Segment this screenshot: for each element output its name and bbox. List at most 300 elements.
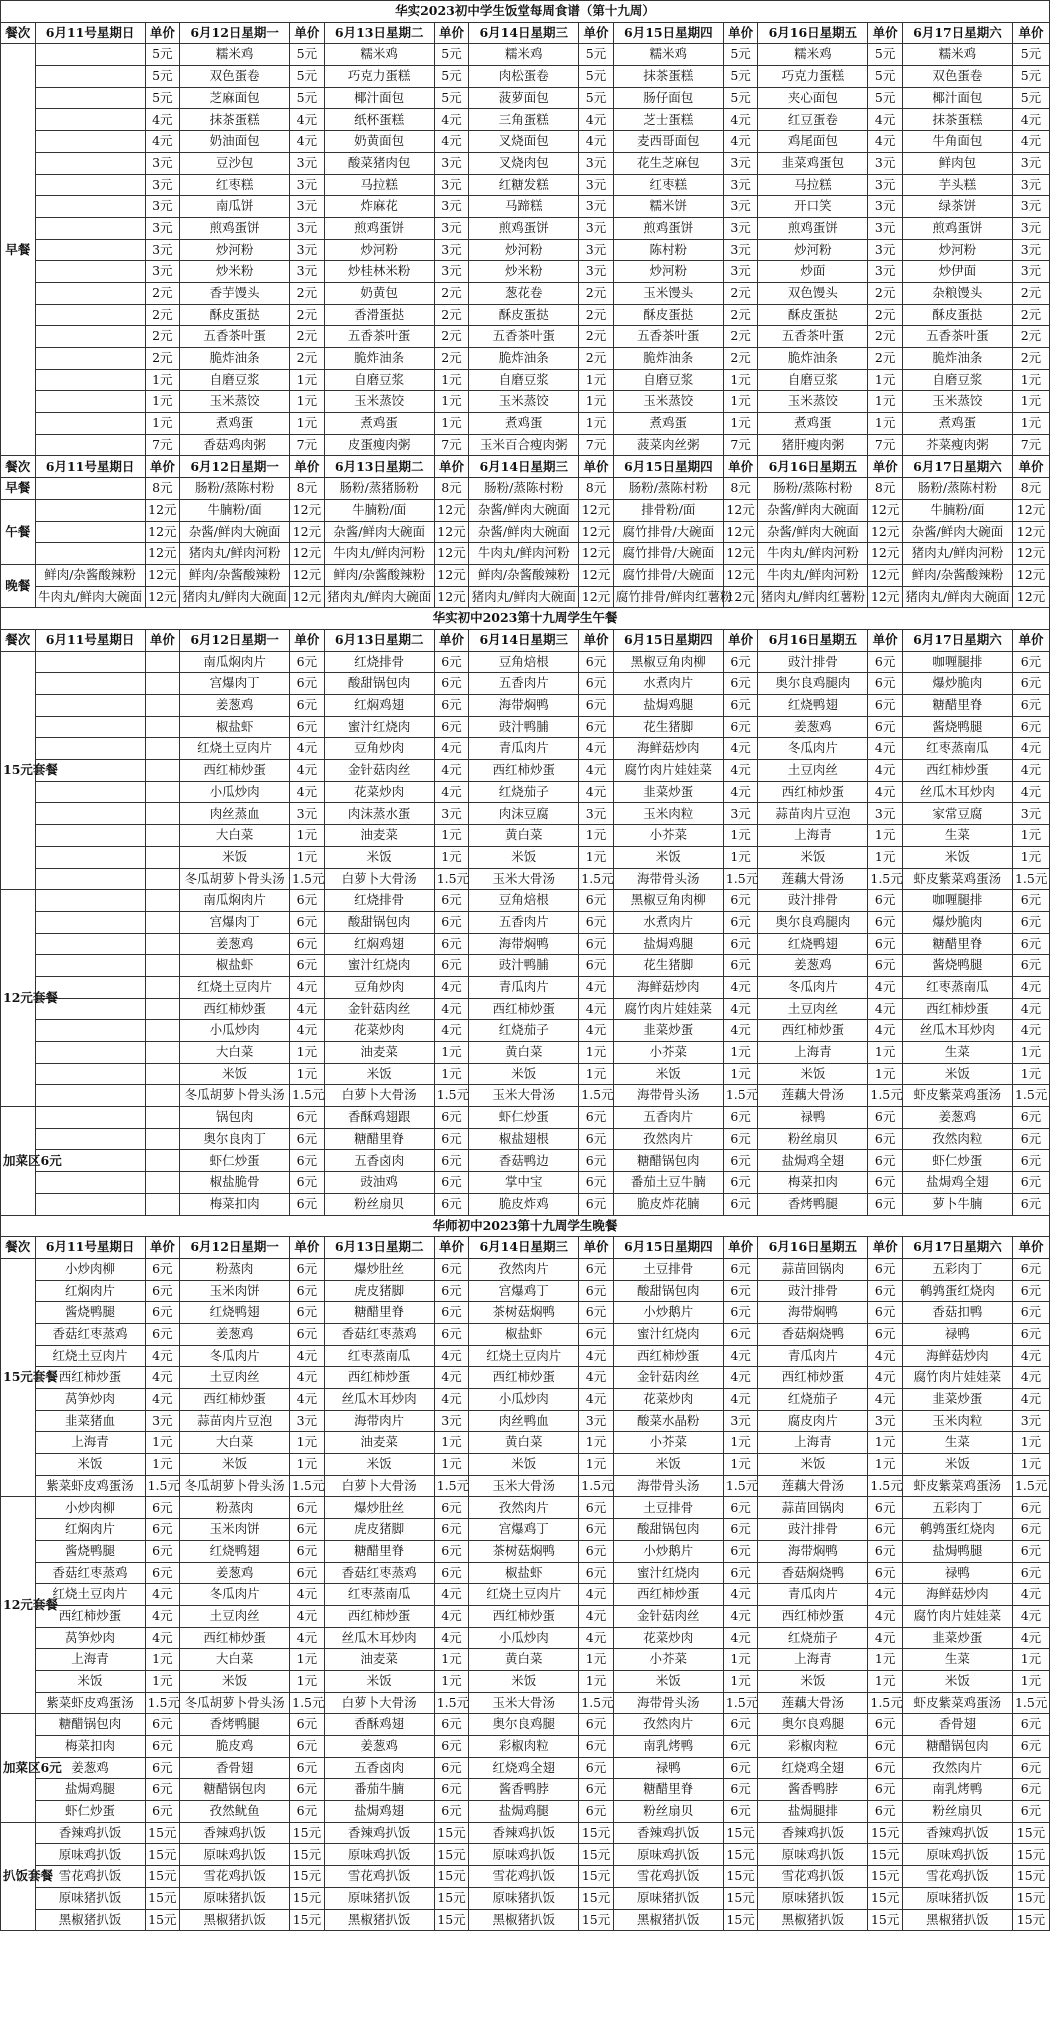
dish-cell: 油麦菜 — [324, 825, 434, 847]
day-header: 6月12日星期一 — [180, 22, 290, 44]
dish-cell: 莲藕大骨汤 — [758, 1085, 868, 1107]
dish-cell: 海带肉片 — [324, 1410, 434, 1432]
price-cell: 1元 — [145, 1649, 180, 1671]
price-cell: 4元 — [723, 1367, 758, 1389]
dish-cell: 芝麻面包 — [180, 87, 290, 109]
dish-cell: 五香卤肉 — [324, 1757, 434, 1779]
dish-cell: 油麦菜 — [324, 1432, 434, 1454]
dish-cell: 红焖肉片 — [35, 1280, 145, 1302]
price-cell: 12元 — [868, 499, 903, 521]
price-cell: 1元 — [868, 1649, 903, 1671]
dish-cell: 丝瓜木耳炒肉 — [324, 1389, 434, 1411]
price-cell: 3元 — [579, 196, 614, 218]
price-cell: 6元 — [434, 716, 469, 738]
price-cell: 1元 — [868, 1454, 903, 1476]
price-cell: 3元 — [434, 217, 469, 239]
price-cell: 3元 — [290, 239, 325, 261]
price-cell: 1元 — [723, 1454, 758, 1476]
dish-cell: 红烧土豆肉片 — [469, 1584, 579, 1606]
dish-cell — [35, 738, 145, 760]
dish-cell: 海带骨头汤 — [613, 1085, 723, 1107]
price-cell: 6元 — [1012, 1714, 1049, 1736]
price-cell — [145, 651, 180, 673]
price-cell: 6元 — [868, 1801, 903, 1823]
price-cell: 3元 — [723, 1410, 758, 1432]
dish-cell: 粉丝扇贝 — [758, 1128, 868, 1150]
dish-cell: 花生猪脚 — [613, 955, 723, 977]
dish-cell: 生菜 — [902, 1649, 1012, 1671]
price-cell: 4元 — [723, 1605, 758, 1627]
dish-cell: 炒河粉 — [902, 239, 1012, 261]
dish-cell: 白萝卜大骨汤 — [324, 868, 434, 890]
price-cell: 4元 — [579, 1584, 614, 1606]
menu-row — [1, 933, 1050, 955]
dish-cell: 紫菜虾皮鸡蛋汤 — [35, 1692, 145, 1714]
dish-cell: 孜然肉片 — [613, 1714, 723, 1736]
price-cell: 4元 — [434, 976, 469, 998]
price-cell: 12元 — [868, 521, 903, 543]
price-cell: 1元 — [868, 1432, 903, 1454]
section-title: 华师初中2023第十九周学生晚餐 — [1, 1215, 1050, 1237]
menu-row — [1, 911, 1050, 933]
price-cell: 8元 — [290, 478, 325, 500]
meal-label: 12元套餐 — [1, 1497, 36, 1714]
dish-cell: 西红柿炒蛋 — [758, 1367, 868, 1389]
dish-cell: 腐竹排骨/大碗面 — [613, 543, 723, 565]
dish-cell: 盐焗鸡全翅 — [758, 1150, 868, 1172]
dish-cell: 开口笑 — [758, 196, 868, 218]
menu-row — [1, 174, 1050, 196]
menu-row — [1, 998, 1050, 1020]
price-cell: 6元 — [868, 1736, 903, 1758]
price-cell: 4元 — [579, 109, 614, 131]
dish-cell: 香菇焖烧鸭 — [758, 1562, 868, 1584]
price-cell: 6元 — [868, 1107, 903, 1129]
dish-cell: 黑椒猪扒饭 — [613, 1909, 723, 1931]
dish-cell: 酱烧鸭腿 — [902, 955, 1012, 977]
dish-cell: 土豆肉丝 — [180, 1367, 290, 1389]
dish-cell: 椒盐脆骨 — [180, 1172, 290, 1194]
dish-cell: 茶树菇焖鸭 — [469, 1302, 579, 1324]
section-title-row — [1, 608, 1050, 630]
day-header: 6月11号星期日 — [35, 629, 145, 651]
dish-cell: 小芥菜 — [613, 825, 723, 847]
price-cell: 6元 — [868, 695, 903, 717]
price-cell: 15元 — [290, 1822, 325, 1844]
menu-row — [1, 955, 1050, 977]
dish-cell: 虎皮猪脚 — [324, 1519, 434, 1541]
price-cell: 6元 — [579, 1128, 614, 1150]
dish-cell: 糯米鸡 — [902, 44, 1012, 66]
price-cell: 6元 — [290, 955, 325, 977]
price-cell: 4元 — [1012, 1345, 1049, 1367]
price-cell: 4元 — [290, 998, 325, 1020]
price-cell: 6元 — [434, 1323, 469, 1345]
price-cell: 1元 — [290, 1063, 325, 1085]
price-cell: 12元 — [434, 564, 469, 586]
dish-cell: 西红柿炒蛋 — [469, 1605, 579, 1627]
dish-cell: 米饭 — [758, 846, 868, 868]
price-cell: 6元 — [290, 1519, 325, 1541]
menu-row — [1, 44, 1050, 66]
price-cell: 4元 — [868, 1605, 903, 1627]
price-cell: 6元 — [290, 1150, 325, 1172]
price-cell: 6元 — [290, 651, 325, 673]
price-cell: 4元 — [868, 1584, 903, 1606]
price-cell: 6元 — [290, 1107, 325, 1129]
dish-cell: 红枣蒸南瓜 — [902, 976, 1012, 998]
price-cell: 6元 — [579, 673, 614, 695]
dish-cell: 炒河粉 — [180, 239, 290, 261]
price-cell: 4元 — [723, 760, 758, 782]
price-cell: 6元 — [434, 1280, 469, 1302]
dish-cell: 酱香鸭脖 — [758, 1779, 868, 1801]
price-header: 单价 — [1012, 22, 1049, 44]
dish-cell: 土豆排骨 — [613, 1258, 723, 1280]
dish-cell: 原味鸡扒饭 — [613, 1844, 723, 1866]
dish-cell: 脆炸油条 — [469, 348, 579, 370]
dish-cell: 煮鸡蛋 — [902, 413, 1012, 435]
dish-cell: 原味猪扒饭 — [35, 1887, 145, 1909]
price-cell: 6元 — [1012, 673, 1049, 695]
price-cell: 6元 — [723, 911, 758, 933]
dish-cell: 糖醋里脊 — [324, 1128, 434, 1150]
price-cell: 3元 — [868, 152, 903, 174]
dish-cell: 红糖发糕 — [469, 174, 579, 196]
price-cell: 4元 — [868, 1345, 903, 1367]
dish-cell: 海鲜菇炒肉 — [902, 1584, 1012, 1606]
menu-row — [1, 1258, 1050, 1280]
dish-cell: 盐焗鸭腿 — [902, 1540, 1012, 1562]
dish-cell: 叉烧面包 — [469, 131, 579, 153]
dish-cell: 炒河粉 — [758, 239, 868, 261]
day-header: 6月12日星期一 — [180, 456, 290, 478]
dish-cell: 原味猪扒饭 — [324, 1887, 434, 1909]
dish-cell: 杂酱/鲜肉大碗面 — [469, 499, 579, 521]
price-cell: 1元 — [868, 846, 903, 868]
dish-cell — [35, 304, 145, 326]
dish-cell: 雪花鸡扒饭 — [902, 1866, 1012, 1888]
price-cell: 12元 — [434, 521, 469, 543]
dish-cell: 西红柿炒蛋 — [758, 1605, 868, 1627]
dish-cell: 脆炸油条 — [324, 348, 434, 370]
dish-cell: 糯米鸡 — [758, 44, 868, 66]
menu-row — [1, 1844, 1050, 1866]
dish-cell: 油麦菜 — [324, 1649, 434, 1671]
dish-cell: 南瓜焖肉片 — [180, 651, 290, 673]
day-header: 6月12日星期一 — [180, 629, 290, 651]
price-cell: 6元 — [579, 1172, 614, 1194]
price-cell: 4元 — [1012, 109, 1049, 131]
dish-cell: 米饭 — [324, 1670, 434, 1692]
price-cell: 1元 — [290, 1042, 325, 1064]
dish-cell: 金针菇肉丝 — [613, 1605, 723, 1627]
dish-cell: 脆炸油条 — [180, 348, 290, 370]
menu-row — [1, 586, 1050, 608]
dish-cell: 豆角焙根 — [469, 890, 579, 912]
dish-cell: 姜葱鸡 — [902, 1107, 1012, 1129]
price-cell: 1.5元 — [434, 1692, 469, 1714]
dish-cell: 上海青 — [758, 825, 868, 847]
price-header: 单价 — [868, 456, 903, 478]
menu-row — [1, 1714, 1050, 1736]
dish-cell: 禄鸭 — [902, 1323, 1012, 1345]
price-cell — [145, 760, 180, 782]
price-cell — [145, 781, 180, 803]
price-cell: 12元 — [579, 521, 614, 543]
price-cell: 3元 — [723, 261, 758, 283]
price-cell: 4元 — [290, 1584, 325, 1606]
meal-label: 加菜区6元 — [1, 1107, 36, 1215]
dish-cell: 花生猪脚 — [613, 716, 723, 738]
dish-cell: 芝士蛋糕 — [613, 109, 723, 131]
dish-cell: 鲜肉/杂酱酸辣粉 — [35, 564, 145, 586]
dish-cell: 冬瓜胡萝卜骨头汤 — [180, 1085, 290, 1107]
price-header: 单价 — [290, 1237, 325, 1259]
dish-cell: 海鲜菇炒肉 — [613, 976, 723, 998]
dish-cell — [35, 1107, 145, 1129]
price-cell: 12元 — [579, 543, 614, 565]
menu-row — [1, 1107, 1050, 1129]
dish-cell — [35, 152, 145, 174]
day-header: 6月17日星期六 — [902, 456, 1012, 478]
price-cell: 2元 — [1012, 304, 1049, 326]
dish-cell: 猪肉丸/鲜肉大碗面 — [180, 586, 290, 608]
dish-cell: 自磨豆浆 — [902, 369, 1012, 391]
dish-cell: 花菜炒肉 — [613, 1627, 723, 1649]
dish-cell: 香芋馒头 — [180, 282, 290, 304]
dish-cell: 上海青 — [758, 1432, 868, 1454]
price-cell: 6元 — [434, 1736, 469, 1758]
price-cell: 1元 — [579, 1670, 614, 1692]
dish-cell: 椒盐翅根 — [469, 1128, 579, 1150]
dish-cell: 爆炒脆肉 — [902, 673, 1012, 695]
price-cell: 4元 — [723, 1627, 758, 1649]
dish-cell — [35, 348, 145, 370]
price-cell: 6元 — [434, 1714, 469, 1736]
price-cell: 6元 — [290, 1280, 325, 1302]
dish-cell: 西红柿炒蛋 — [469, 760, 579, 782]
menu-row — [1, 109, 1050, 131]
menu-row — [1, 1519, 1050, 1541]
day-header: 6月16日星期五 — [758, 22, 868, 44]
dish-cell: 煮鸡蛋 — [180, 413, 290, 435]
dish-cell: 盐焗鸡腿 — [469, 1801, 579, 1823]
dish-cell: 海鲜菇炒肉 — [613, 738, 723, 760]
dish-cell: 脆皮炸花腩 — [613, 1193, 723, 1215]
price-cell: 6元 — [579, 1519, 614, 1541]
price-cell: 6元 — [434, 1193, 469, 1215]
dish-cell: 红烧土豆肉片 — [469, 1345, 579, 1367]
price-cell: 6元 — [579, 890, 614, 912]
dish-cell: 黑椒猪扒饭 — [758, 1909, 868, 1931]
price-cell: 4元 — [579, 131, 614, 153]
price-cell: 4元 — [434, 1367, 469, 1389]
dish-cell: 煮鸡蛋 — [324, 413, 434, 435]
price-cell: 6元 — [290, 1736, 325, 1758]
price-cell: 1元 — [868, 1063, 903, 1085]
price-cell: 6元 — [434, 1302, 469, 1324]
dish-cell: 海带焖鸭 — [469, 933, 579, 955]
price-cell: 1元 — [579, 369, 614, 391]
dish-cell: 小炒肉柳 — [35, 1497, 145, 1519]
price-cell — [145, 673, 180, 695]
price-cell: 4元 — [145, 109, 180, 131]
dish-cell: 西红柿炒蛋 — [180, 1627, 290, 1649]
price-header: 单价 — [290, 22, 325, 44]
price-cell: 1元 — [1012, 1063, 1049, 1085]
menu-row — [1, 1345, 1050, 1367]
price-cell: 1元 — [723, 1042, 758, 1064]
dish-cell: 金针菇肉丝 — [324, 998, 434, 1020]
price-cell: 12元 — [1012, 586, 1049, 608]
price-cell: 6元 — [434, 1519, 469, 1541]
menu-row — [1, 803, 1050, 825]
price-cell: 1元 — [1012, 1670, 1049, 1692]
dish-cell: 玉米百合瘦肉粥 — [469, 434, 579, 456]
price-cell: 3元 — [434, 196, 469, 218]
price-cell: 6元 — [1012, 911, 1049, 933]
dish-cell — [35, 131, 145, 153]
price-cell: 4元 — [290, 1020, 325, 1042]
dish-cell — [35, 781, 145, 803]
menu-row — [1, 1584, 1050, 1606]
price-header: 单价 — [434, 456, 469, 478]
dish-cell: 红枣蒸南瓜 — [902, 738, 1012, 760]
dish-cell: 红烧鸭翅 — [758, 933, 868, 955]
price-cell: 6元 — [290, 1562, 325, 1584]
price-cell: 6元 — [1012, 1172, 1049, 1194]
menu-row — [1, 1822, 1050, 1844]
price-cell: 3元 — [579, 239, 614, 261]
price-cell: 2元 — [868, 326, 903, 348]
price-cell: 1元 — [290, 825, 325, 847]
dish-cell: 姜葱鸡 — [180, 933, 290, 955]
price-cell: 6元 — [723, 1280, 758, 1302]
price-cell: 4元 — [579, 1345, 614, 1367]
price-cell: 5元 — [579, 66, 614, 88]
price-cell: 1元 — [1012, 825, 1049, 847]
price-cell: 6元 — [290, 1757, 325, 1779]
dish-cell: 冬瓜肉片 — [758, 976, 868, 998]
menu-row — [1, 413, 1050, 435]
dish-cell: 肉丝鸭血 — [469, 1410, 579, 1432]
dish-cell: 冬瓜胡萝卜骨头汤 — [180, 1692, 290, 1714]
dish-cell: 莴笋炒肉 — [35, 1627, 145, 1649]
dish-cell: 红焖鸡翅 — [324, 695, 434, 717]
price-cell: 3元 — [579, 217, 614, 239]
price-cell: 1.5元 — [723, 1475, 758, 1497]
menu-row — [1, 760, 1050, 782]
price-cell: 2元 — [434, 326, 469, 348]
dish-cell — [35, 66, 145, 88]
price-cell: 4元 — [1012, 131, 1049, 153]
meal-label: 12元套餐 — [1, 890, 36, 1107]
price-cell: 2元 — [1012, 326, 1049, 348]
price-cell: 6元 — [434, 1172, 469, 1194]
dish-cell: 雪花鸡扒饭 — [35, 1866, 145, 1888]
price-cell: 4元 — [145, 131, 180, 153]
price-cell: 15元 — [579, 1866, 614, 1888]
price-cell: 4元 — [579, 760, 614, 782]
dish-cell: 杂粮馒头 — [902, 282, 1012, 304]
dish-cell: 孜然肉片 — [469, 1258, 579, 1280]
price-header: 单价 — [723, 22, 758, 44]
dish-cell — [35, 239, 145, 261]
price-cell: 6元 — [723, 933, 758, 955]
price-cell — [145, 890, 180, 912]
price-cell: 6元 — [868, 1714, 903, 1736]
menu-row — [1, 564, 1050, 586]
price-cell: 5元 — [290, 87, 325, 109]
dish-cell: 海带骨头汤 — [613, 1475, 723, 1497]
dish-cell: 上海青 — [35, 1649, 145, 1671]
menu-row — [1, 239, 1050, 261]
price-header: 单价 — [1012, 1237, 1049, 1259]
price-cell: 6元 — [145, 1323, 180, 1345]
dish-cell: 小瓜炒肉 — [180, 1020, 290, 1042]
meal-label: 15元套餐 — [1, 1258, 36, 1497]
menu-row — [1, 868, 1050, 890]
dish-cell: 花生芝麻包 — [613, 152, 723, 174]
dish-cell: 脆炸油条 — [758, 348, 868, 370]
price-cell: 1.5元 — [868, 1085, 903, 1107]
dish-cell: 煮鸡蛋 — [758, 413, 868, 435]
price-cell: 6元 — [434, 1150, 469, 1172]
price-header: 单价 — [145, 1237, 180, 1259]
meal-label: 15元套餐 — [1, 651, 36, 890]
dish-cell: 豆沙包 — [180, 152, 290, 174]
dish-cell: 香骨翅 — [902, 1714, 1012, 1736]
price-cell: 4元 — [868, 109, 903, 131]
dish-cell: 肉丝蒸血 — [180, 803, 290, 825]
price-cell: 1元 — [868, 391, 903, 413]
price-cell — [145, 976, 180, 998]
price-cell: 3元 — [868, 1410, 903, 1432]
price-cell: 4元 — [579, 1367, 614, 1389]
price-cell: 6元 — [145, 1302, 180, 1324]
dish-cell: 生菜 — [902, 1042, 1012, 1064]
dish-cell: 椰汁面包 — [324, 87, 434, 109]
price-cell: 6元 — [723, 1172, 758, 1194]
dish-cell: 自磨豆浆 — [613, 369, 723, 391]
price-cell: 12元 — [1012, 543, 1049, 565]
dish-cell: 五香茶叶蛋 — [902, 326, 1012, 348]
dish-cell: 玉米肉饼 — [180, 1519, 290, 1541]
dish-cell: 猪肉丸/鲜肉大碗面 — [469, 586, 579, 608]
dish-cell: 糖醋里脊 — [902, 933, 1012, 955]
dish-cell — [35, 1063, 145, 1085]
price-header: 单价 — [868, 1237, 903, 1259]
price-cell: 15元 — [579, 1909, 614, 1931]
dish-cell: 盐焗鸡全翅 — [902, 1172, 1012, 1194]
price-cell: 6元 — [1012, 1757, 1049, 1779]
dish-cell: 土豆肉丝 — [758, 998, 868, 1020]
price-cell: 6元 — [145, 1258, 180, 1280]
price-cell: 1元 — [290, 369, 325, 391]
menu-row — [1, 976, 1050, 998]
price-cell: 3元 — [145, 239, 180, 261]
price-cell: 4元 — [290, 1605, 325, 1627]
day-header: 6月13日星期二 — [324, 629, 434, 651]
price-cell: 6元 — [1012, 1540, 1049, 1562]
dish-cell: 番茄牛腩 — [324, 1779, 434, 1801]
dish-cell: 红烧鸭翅 — [180, 1302, 290, 1324]
dish-cell: 生菜 — [902, 1432, 1012, 1454]
dish-cell: 韭菜炒蛋 — [613, 781, 723, 803]
price-cell: 6元 — [723, 1193, 758, 1215]
price-cell: 12元 — [868, 543, 903, 565]
